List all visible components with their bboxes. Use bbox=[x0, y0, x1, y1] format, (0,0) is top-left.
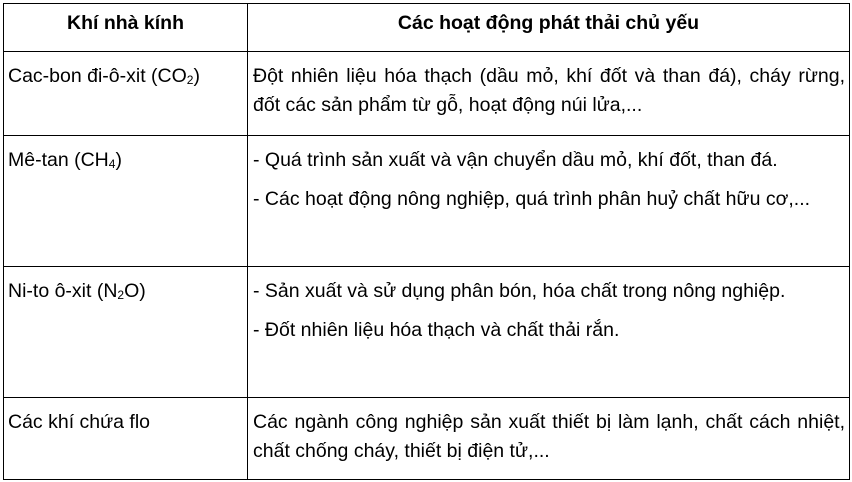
gas-name: Ni-to ô-xit (N bbox=[8, 280, 118, 302]
table-row bbox=[4, 398, 850, 480]
activity-text: Các ngành công nghiệp sản xuất thiết bị làm lạnh, chất cách nhiệt, chất chống cháy, thiết bị điện tử,... bbox=[253, 411, 845, 462]
table-row bbox=[4, 52, 850, 136]
activity-text: - Các hoạt động nông nghiệp, quá trình phân huỷ chất hữu cơ,... bbox=[253, 188, 811, 210]
gas-name: Các khí chứa flo bbox=[8, 411, 151, 433]
activity-text: - Đốt nhiên liệu hóa thạch và chất thải rắn. bbox=[253, 319, 620, 341]
activity-text: - Sản xuất và sử dụng phân bón, hóa chất trong nông nghiệp. bbox=[253, 280, 786, 302]
greenhouse-gas-table bbox=[3, 3, 850, 480]
gas-subscript: 2 bbox=[117, 288, 125, 302]
gas-name: Cac-bon đi-ô-xit (CO bbox=[8, 65, 187, 87]
activities-cell bbox=[248, 398, 850, 480]
gas-cell bbox=[4, 398, 248, 480]
table-row bbox=[4, 136, 850, 267]
gas-subscript: 4 bbox=[108, 157, 116, 171]
gas-suffix: ) bbox=[193, 65, 200, 87]
header-row bbox=[4, 4, 850, 52]
gas-cell bbox=[4, 267, 248, 398]
table-row bbox=[4, 267, 850, 398]
activity-text: Đột nhiên liệu hóa thạch (dầu mỏ, khí đốt và than đá), cháy rừng, đốt các sản phẩm từ gỗ, hoạt động núi lửa,... bbox=[253, 65, 845, 116]
activity-text: - Quá trình sản xuất và vận chuyển dầu mỏ, khí đốt, than đá. bbox=[253, 149, 778, 171]
activities-cell bbox=[248, 267, 850, 398]
header-activities: Các hoạt động phát thải chủ yếu bbox=[248, 4, 850, 52]
gas-name: Mê-tan (CH bbox=[8, 149, 109, 171]
gas-subscript: 2 bbox=[186, 73, 194, 87]
activities-cell bbox=[248, 136, 850, 267]
gas-suffix: O) bbox=[124, 280, 146, 302]
gas-cell bbox=[4, 136, 248, 267]
gas-suffix: ) bbox=[115, 149, 122, 171]
gas-cell bbox=[4, 52, 248, 136]
header-gas: Khí nhà kính bbox=[4, 4, 248, 52]
activities-cell bbox=[248, 52, 850, 136]
